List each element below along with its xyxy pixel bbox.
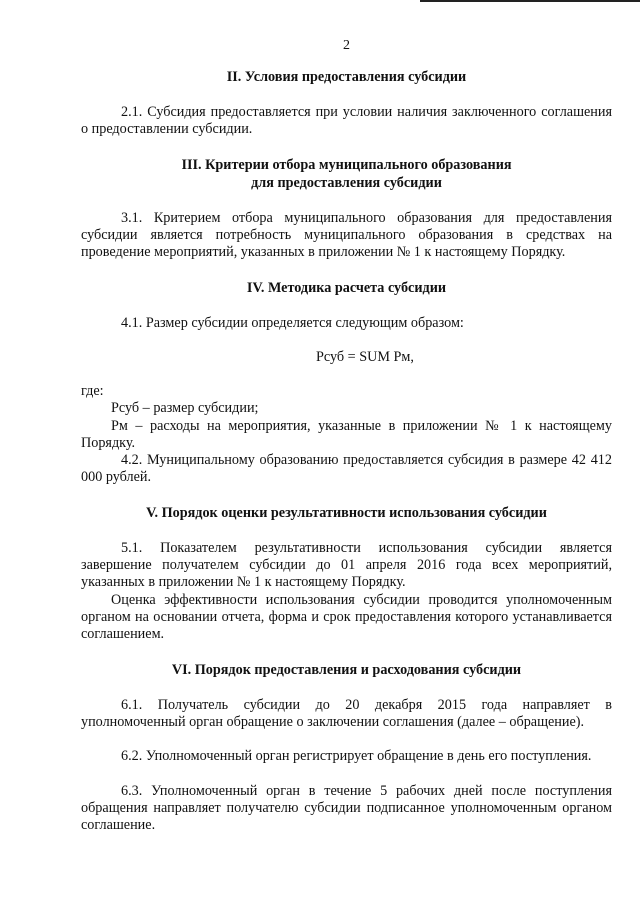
section-6-paragraph-1: 6.1. Получатель субсидии до 20 декабря 2015 года направляет в уполномоченный орган обращение о заключении соглашения (далее – обращение).	[81, 697, 612, 730]
section-2-heading: II. Условия предоставления субсидии	[226, 69, 467, 85]
section-6-heading: VI. Порядок предоставления и расходования субсидии	[171, 662, 522, 678]
section-3-paragraph-1: 3.1. Критерием отбора муниципального образования для предоставления субсидии является потребность муниципального образования в средствах на проведение мероприятий, указанных в приложении № 1 к настоящему Порядку.	[81, 210, 612, 260]
section-5-paragraph-1: 5.1. Показателем результативности использования субсидии является завершение получателем субсидии до 01 апреля 2016 года всех мероприятий, указанных в приложении № 1 к настоящему Порядку.	[81, 540, 612, 590]
section-3-heading-line-1: III. Критерии отбора муниципального образования	[181, 157, 512, 173]
page-number: 2	[343, 38, 350, 53]
subsidy-formula: Рсуб = SUM Рм,	[316, 349, 414, 365]
section-6-paragraph-2: 6.2. Уполномоченный орган регистрирует обращение в день его поступления.	[121, 748, 592, 764]
section-2-paragraph-1: 2.1. Субсидия предоставляется при условии наличия заключенного соглашения о предоставлении субсидии.	[81, 104, 612, 137]
definition-pm: Рм – расходы на мероприятия, указанные в приложении № 1 к настоящему Порядку.	[81, 418, 612, 451]
section-4-paragraph-2: 4.2. Муниципальному образованию предоставляется субсидия в размере 42 412 000 рублей.	[81, 452, 612, 485]
section-3-heading-line-2: для предоставления субсидии	[251, 175, 442, 191]
where-label: где:	[81, 383, 104, 399]
section-4-heading: IV. Методика расчета субсидии	[246, 280, 447, 296]
section-4-paragraph-1: 4.1. Размер субсидии определяется следующим образом:	[121, 315, 464, 331]
definition-psub: Рсуб – размер субсидии;	[111, 400, 259, 416]
section-6-paragraph-3: 6.3. Уполномоченный орган в течение 5 рабочих дней после поступления обращения направляет получателю субсидии подписанное уполномоченным органом соглашение.	[81, 783, 612, 833]
section-5-heading: V. Порядок оценки результативности использования субсидии	[146, 505, 547, 521]
section-5-paragraph-2: Оценка эффективности использования субсидии проводится уполномоченным органом на основании отчета, форма и срок предоставления которого устанавливается соглашением.	[81, 592, 612, 642]
top-edge-rule	[420, 0, 640, 2]
